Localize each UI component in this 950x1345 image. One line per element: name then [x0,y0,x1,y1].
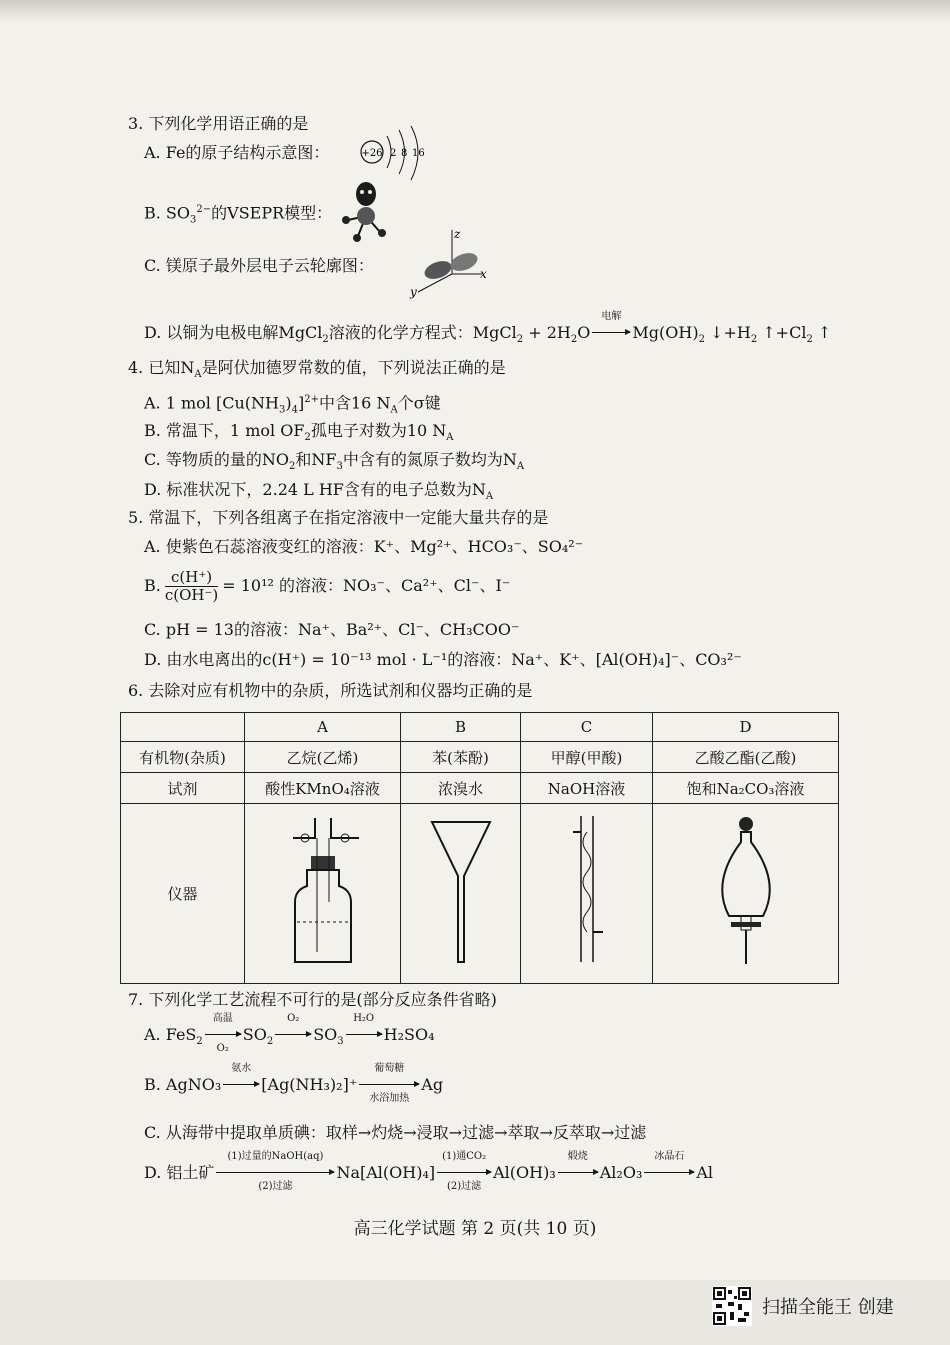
q3-option-d: D. 以铜为电极电解MgCl$_2$溶液的化学方程式：MgCl$_2$ + $2H_2O$ 电解 $Mg(OH)_2$ $↓+H_2$ $↑+Cl_2$ ↑ [144,311,832,346]
row-label-apparatus: 仪器 [121,804,245,984]
shell-2-count: 8 [401,148,408,159]
qr-code-icon [712,1286,752,1326]
organic-c: 甲醇(甲酸) [521,742,653,773]
row-label-reagent: 试剂 [121,773,245,804]
q5-option-a: A. 使紫色石蕊溶液变红的溶液：K⁺、Mg²⁺、HCO₃⁻、SO₄²⁻ [144,537,584,556]
q7-option-d: D. 铝土矿 (1)过量的NaOH(aq) (2)过滤 Na[Al(OH)₄] (1)通CO₂ (2)过滤 Al(OH)₃ 煅烧 Al₂O₃ 冰晶石 Al [144,1151,714,1192]
q5-option-d: D. 由水电离出的c(H⁺) = 10⁻¹³ mol · L⁻¹的溶液：Na⁺、K⁺、[Al(OH)₄]⁻、CO₃²⁻ [144,650,742,669]
apparatus-b [401,804,521,984]
scanner-watermark [712,1286,894,1326]
funnel-icon [426,812,496,972]
q5-stem: 5. 常温下，下列各组离子在指定溶液中一定能大量共存的是 [128,508,549,527]
a-arrow-2: O₂ [275,1025,311,1045]
shell-3-count: 16 [412,148,425,159]
row-label-organic: 有机物(杂质) [121,742,245,773]
h-oh-ratio: $\frac{c(H^+)}{c(OH^-)}$ [164,568,219,604]
y-axis-label: y [410,285,417,299]
d-arrow-2: (1)通CO₂ (2)过滤 [437,1163,491,1183]
gas-washing-bottle-icon [273,812,373,972]
header-blank [121,713,245,742]
q7-option-a: A. FeS$_2$ 高温 O₂ $SO_2$ O₂ $SO_3$ H₂O H₂SO₄ [144,1013,435,1054]
scan-edge [0,0,950,22]
b-arrow-2: 葡萄糖 水浴加热 [359,1075,419,1095]
q7-option-c: C. 从海带中提取单质碘：取样→灼烧→浸取→过滤→萃取→反萃取→过滤 [144,1123,647,1142]
q3-option-c: C. 镁原子最外层电子云轮廓图： [144,256,374,275]
apparatus-a [245,804,401,984]
reagent-c: NaOH溶液 [521,773,653,804]
q7-stem: 7. 下列化学工艺流程不可行的是(部分反应条件省略) [128,990,497,1009]
apparatus-d [653,804,839,984]
d-arrow-4: 冰晶石 [644,1163,694,1183]
fe-atomic-structure-diagram [355,124,435,182]
watermark-text: 扫描全能王 创建 [762,1297,894,1318]
q3-stem: 3. 下列化学用语正确的是 [128,114,309,133]
q6-table [120,712,839,984]
header-d: D [653,713,839,742]
so3-vsepr-model [336,180,396,246]
q5-option-b: B. $\frac{c(H^+)}{c(OH^-)}$ = 10¹² 的溶液：NO₃⁻、Ca²⁺、Cl⁻、I⁻ [144,568,511,604]
reagent-a: 酸性KMnO₄溶液 [245,773,401,804]
q3-option-a: A. Fe的原子结构示意图： [144,143,330,162]
q7-option-b: B. AgNO₃ 氨水 [Ag(NH₃)₂]⁺ 葡萄糖 水浴加热 Ag [144,1063,444,1104]
organic-a: 乙烷(乙烯) [245,742,401,773]
d-arrow-1: (1)过量的NaOH(aq) (2)过滤 [216,1163,334,1183]
shell-1-count: 2 [390,148,397,159]
header-b: B [401,713,521,742]
organic-b: 苯(苯酚) [401,742,521,773]
organic-d: 乙酸乙酯(乙酸) [653,742,839,773]
q4-option-d: D. 标准状况下，2.24 L HF含有的电子总数为$N_A$ [144,480,494,503]
q6-stem: 6. 去除对应有机物中的杂质，所选试剂和仪器均正确的是 [128,681,533,700]
mg-electron-cloud-diagram [404,226,494,300]
nucleus-charge: +26 [361,148,383,159]
q4-stem: 4. 已知$N_A$是阿伏加德罗常数的值，下列说法正确的是 [128,358,506,381]
x-axis-label: x [480,267,487,281]
d-arrow-3: 煅烧 [558,1163,598,1183]
reagent-d: 饱和Na₂CO₃溶液 [653,773,839,804]
q3-option-b: B. $SO_3^{2-}$的VSEPR模型： [144,203,333,226]
q4-option-a: A. 1 mol $[Cu(NH_3)_4]^{2+}$中含16 $N_A$个σ键 [144,393,441,416]
a-arrow-3: H₂O [346,1025,382,1045]
separatory-funnel-icon [701,812,791,972]
a-arrow-1: 高温 O₂ [205,1025,241,1045]
condenser-icon [557,812,617,972]
page-footer: 高三化学试题 第 2 页(共 10 页) [353,1219,597,1239]
reagent-b: 浓溴水 [401,773,521,804]
apparatus-c [521,804,653,984]
q4-option-b: B. 常温下，1 mol $OF_2$孤电子对数为10 $N_A$ [144,421,454,444]
z-axis-label: z [454,227,461,241]
q5-option-c: C. pH = 13的溶液：Na⁺、Ba²⁺、Cl⁻、CH₃COO⁻ [144,620,520,639]
q4-option-c: C. 等物质的量的$NO_2$和$NF_3$中含有的氮原子数均为$N_A$ [144,450,525,473]
header-a: A [245,713,401,742]
b-arrow-1: 氨水 [223,1075,259,1095]
header-c: C [521,713,653,742]
electrolysis-arrow: 电解 [592,323,630,343]
